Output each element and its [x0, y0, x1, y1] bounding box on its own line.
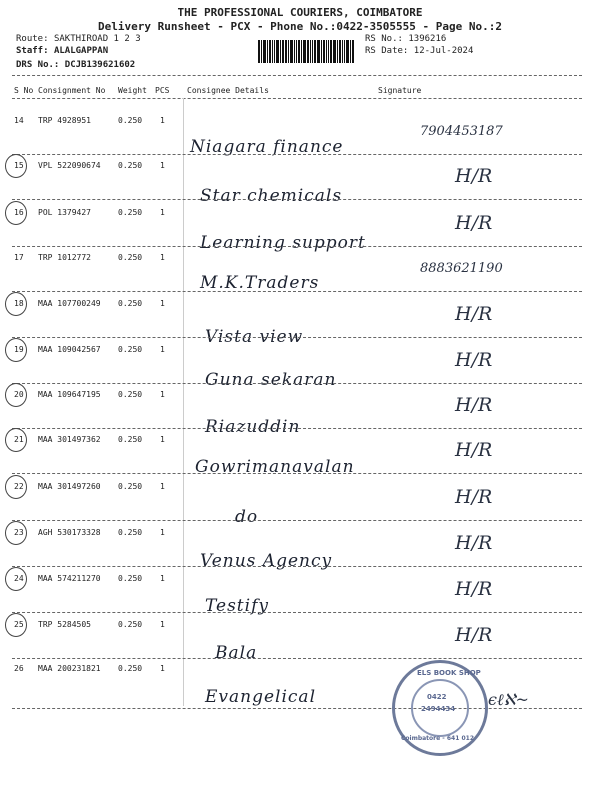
rs-no-label: RS No.: — [365, 34, 403, 44]
row-divider — [12, 473, 582, 474]
row-signature: H/R — [455, 532, 493, 554]
row-consignee-handwritten: Venus Agency — [200, 551, 333, 571]
divider — [12, 75, 582, 76]
barcode — [258, 40, 358, 63]
row-sno: 23 — [14, 528, 24, 537]
stamp-phone-code: 0422 — [427, 693, 447, 701]
row-weight: 0.250 — [118, 161, 143, 170]
row-consignee-handwritten: Riazuddin — [205, 417, 301, 437]
row-pcs: 1 — [160, 390, 165, 399]
stamp-top-text: ELS BOOK SHOP — [417, 669, 481, 677]
row-weight: 0.250 — [118, 253, 143, 262]
row-consignee-handwritten: do — [235, 507, 259, 527]
row-consignment-no: MAA 574211270 — [38, 574, 101, 583]
route-line — [16, 34, 141, 44]
row-signature: H/R — [455, 349, 493, 371]
row-signature: H/R — [455, 394, 493, 416]
drs-label: DRS No.: — [16, 60, 60, 70]
row-sno: 19 — [14, 345, 24, 354]
row-consignee-handwritten: Evangelical — [205, 687, 317, 707]
row-weight: 0.250 — [118, 620, 143, 629]
row-divider — [12, 337, 582, 338]
staff-line — [16, 46, 108, 56]
row-consignee-handwritten: Vista view — [205, 327, 304, 347]
row-consignee-handwritten: Niagara finance — [190, 137, 344, 157]
row-weight: 0.250 — [118, 299, 143, 308]
row-signature: H/R — [455, 624, 493, 646]
drs-value: DCJB139621602 — [64, 60, 136, 70]
stamp-phone: 2494434 — [421, 705, 456, 713]
col-header-consignee: Consignee Details — [187, 86, 269, 95]
row-divider — [12, 612, 582, 613]
row-consignment-no: TRP 4928951 — [38, 116, 91, 125]
row-divider — [12, 154, 582, 155]
row-sno: 15 — [14, 161, 24, 170]
row-sno: 24 — [14, 574, 24, 583]
row-consignment-no: POL 1379427 — [38, 208, 91, 217]
rs-date-value: 12-Jul-2024 — [413, 46, 474, 56]
row-signature: H/R — [455, 486, 493, 508]
row-consignment-no: MAA 109647195 — [38, 390, 101, 399]
row-divider — [12, 199, 582, 200]
row-weight: 0.250 — [118, 116, 143, 125]
row-divider — [12, 428, 582, 429]
row-consignee-handwritten: M.K.Traders — [200, 273, 320, 293]
row-consignment-no: VPL 522090674 — [38, 161, 101, 170]
row-consignment-no: MAA 301497362 — [38, 435, 101, 444]
row-divider — [12, 566, 582, 567]
row-consignment-no: TRP 1012772 — [38, 253, 91, 262]
shop-stamp — [392, 660, 488, 756]
row-consignment-no: AGH 530173328 — [38, 528, 101, 537]
rs-no-value: 1396216 — [408, 34, 447, 44]
row-pcs: 1 — [160, 528, 165, 537]
row-pcs: 1 — [160, 299, 165, 308]
row-consignment-no: TRP 5284505 — [38, 620, 91, 629]
col-header-weight: Weight — [118, 86, 147, 95]
row-consignee-handwritten: Guna sekaran — [205, 370, 337, 390]
row-sno: 14 — [14, 116, 24, 125]
drs-line — [16, 60, 135, 70]
row-divider — [12, 383, 582, 384]
row-weight: 0.250 — [118, 664, 143, 673]
row-consignment-no: MAA 109042567 — [38, 345, 101, 354]
row-sno: 21 — [14, 435, 24, 444]
row-pcs: 1 — [160, 345, 165, 354]
row-sno: 20 — [14, 390, 24, 399]
row-sno: 22 — [14, 482, 24, 491]
row-divider — [12, 291, 582, 292]
row-consignment-no: MAA 107700249 — [38, 299, 101, 308]
row-consignment-no: MAA 301497260 — [38, 482, 101, 491]
row-sno: 26 — [14, 664, 24, 673]
row-consignment-no: MAA 200231821 — [38, 664, 101, 673]
row-signature: H/R — [455, 165, 493, 187]
row-weight: 0.250 — [118, 435, 143, 444]
row-weight: 0.250 — [118, 482, 143, 491]
row-signature: 8883621190 — [420, 261, 503, 276]
row-sno: 18 — [14, 299, 24, 308]
row-divider — [12, 658, 582, 659]
row-sno: 16 — [14, 208, 24, 217]
row-weight: 0.250 — [118, 528, 143, 537]
rs-date-label: RS Date: — [365, 46, 409, 56]
row-pcs: 1 — [160, 574, 165, 583]
row-signature: H/R — [455, 212, 493, 234]
column-rule — [183, 98, 184, 706]
signature-scribble-last: ϵℓℵ~ — [488, 690, 529, 709]
stamp-bottom-text: Coimbatore - 641 012 — [401, 735, 475, 742]
row-signature: H/R — [455, 439, 493, 461]
row-sno: 25 — [14, 620, 24, 629]
col-header-sno: S No — [14, 86, 34, 95]
col-header-consignment: Consignment No — [38, 86, 106, 95]
row-weight: 0.250 — [118, 574, 143, 583]
row-pcs: 1 — [160, 435, 165, 444]
row-divider — [12, 520, 582, 521]
route-value: SAKTHIROAD 1 2 3 — [53, 34, 141, 44]
row-consignee-handwritten: Star chemicals — [200, 186, 343, 206]
company-name: THE PROFESSIONAL COURIERS, COIMBATORE — [177, 6, 423, 19]
row-pcs: 1 — [160, 482, 165, 491]
rs-date-line — [365, 46, 473, 56]
row-signature: H/R — [455, 303, 493, 325]
col-header-signature: Signature — [378, 86, 422, 95]
staff-label: Staff: — [16, 46, 49, 56]
staff-value: ALALGAPPAN — [53, 46, 109, 56]
divider — [12, 98, 582, 99]
runsheet-subtitle: Delivery Runsheet - PCX - Phone No.:0422-3505555 - Page No.:2 — [98, 20, 502, 33]
row-pcs: 1 — [160, 208, 165, 217]
row-weight: 0.250 — [118, 208, 143, 217]
row-pcs: 1 — [160, 664, 165, 673]
row-signature: 7904453187 — [420, 124, 503, 139]
col-header-pcs: PCS — [155, 86, 170, 95]
row-consignee-handwritten: Testify — [205, 596, 269, 616]
row-weight: 0.250 — [118, 345, 143, 354]
row-divider — [12, 246, 582, 247]
row-consignee-handwritten: Bala — [215, 643, 258, 663]
row-sno: 17 — [14, 253, 24, 262]
row-pcs: 1 — [160, 253, 165, 262]
row-pcs: 1 — [160, 620, 165, 629]
rs-no-line — [365, 34, 446, 44]
row-signature: H/R — [455, 578, 493, 600]
row-pcs: 1 — [160, 161, 165, 170]
row-consignee-handwritten: Learning support — [200, 233, 366, 253]
route-label: Route: — [16, 34, 49, 44]
row-consignee-handwritten: Gowrimanavalan — [195, 457, 355, 477]
row-pcs: 1 — [160, 116, 165, 125]
row-weight: 0.250 — [118, 390, 143, 399]
